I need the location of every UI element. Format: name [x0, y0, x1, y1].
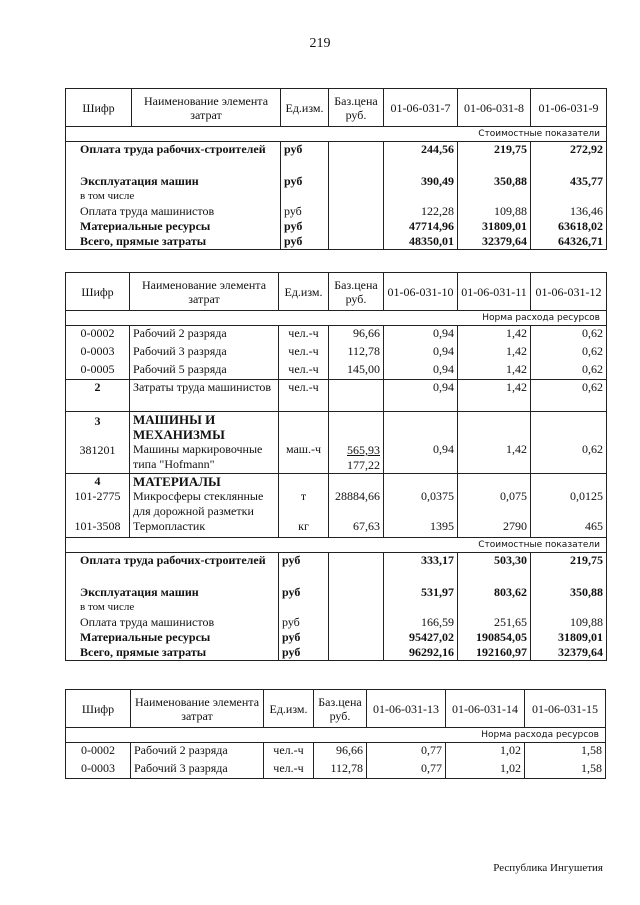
col-unit: Ед.изм. [281, 89, 329, 127]
band-row [66, 728, 606, 743]
table-row [66, 645, 607, 661]
row-label: Рабочий 3 разряда [130, 344, 279, 362]
value: 31809,01 [531, 630, 607, 645]
value: 1,42 [458, 326, 531, 344]
table-row [66, 326, 607, 344]
col-code-9: 01-06-031-9 [531, 89, 607, 127]
row-unit: чел.-ч [279, 344, 329, 362]
value: 0,94 [384, 412, 458, 474]
value: 390,49 [384, 174, 458, 189]
col-name: Наименование элемента затрат [131, 690, 264, 728]
row-unit: руб [279, 645, 329, 661]
band-label: Норма расхода ресурсов [66, 728, 606, 743]
table-row [66, 585, 607, 600]
row-price [329, 174, 384, 189]
row-label: в том числе [66, 189, 281, 204]
col-code-7: 01-06-031-7 [384, 89, 458, 127]
row-price [329, 380, 384, 412]
table-row-group [66, 412, 607, 474]
table-row [66, 362, 607, 380]
section-title: МАШИНЫ И МЕХАНИЗМЫ [133, 412, 225, 442]
table-header [66, 690, 606, 728]
row-price: 67,63 [353, 519, 380, 533]
value: 192160,97 [458, 645, 531, 661]
row-price: 112,78 [329, 344, 384, 362]
row-code: 0-0002 [66, 743, 131, 761]
cost-table-2 [65, 272, 607, 661]
row-label: Рабочий 3 разряда [131, 761, 264, 779]
value: 1,42 [458, 412, 531, 474]
col-code-15: 01-06-031-15 [525, 690, 606, 728]
value: 0,94 [384, 362, 458, 380]
table-header [66, 89, 607, 127]
table-row [66, 615, 607, 630]
row-price: 112,78 [314, 761, 367, 779]
row-unit: т [300, 489, 307, 503]
band-row [66, 127, 607, 142]
row-label: Эксплуатация машин [66, 585, 279, 600]
value: 219,75 [458, 142, 531, 174]
value: 0,77 [367, 743, 446, 761]
row-unit: руб [279, 585, 329, 600]
band-row [66, 311, 607, 326]
value: 0,0375 [421, 489, 454, 503]
value: 64326,71 [531, 234, 607, 250]
table-row [66, 553, 607, 585]
row-unit: руб [279, 630, 329, 645]
value: 803,62 [458, 585, 531, 600]
table-row [66, 174, 607, 189]
row-unit: руб [279, 553, 329, 585]
value: 0,94 [384, 344, 458, 362]
col-code-10: 01-06-031-10 [384, 273, 458, 311]
value: 32379,64 [531, 645, 607, 661]
value: 251,65 [458, 615, 531, 630]
row-unit: руб [279, 615, 329, 630]
row-label: Рабочий 5 разряда [130, 362, 279, 380]
table-row [66, 344, 607, 362]
table-row [66, 234, 607, 250]
col-code: Шифр [66, 690, 131, 728]
row-label: в том числе [66, 600, 279, 615]
value: 190854,05 [458, 630, 531, 645]
row-code: 2 [66, 380, 130, 412]
row-unit: чел.-ч [264, 761, 314, 779]
col-name: Наименование элемента затрат [132, 89, 281, 127]
table-row [66, 204, 607, 219]
row-label: Термопластик [133, 519, 206, 533]
value: 0,94 [384, 326, 458, 344]
band-label: Стоимостные показатели [66, 127, 607, 142]
row-unit: кг [298, 519, 309, 533]
col-code-12: 01-06-031-12 [531, 273, 607, 311]
col-unit: Ед.изм. [264, 690, 314, 728]
row-price-secondary: 177,22 [347, 458, 380, 472]
row-code: 0-0002 [66, 326, 130, 344]
row-unit: чел.-ч [279, 362, 329, 380]
row-unit: чел.-ч [279, 326, 329, 344]
row-code: 0-0003 [66, 344, 130, 362]
value: 1,58 [525, 743, 606, 761]
row-price: 145,00 [329, 362, 384, 380]
value: 1395 [430, 519, 454, 533]
row-label: Материальные ресурсы [66, 219, 281, 234]
value: 0,77 [367, 761, 446, 779]
value: 2790 [503, 519, 527, 533]
value: 435,77 [531, 174, 607, 189]
col-code-13: 01-06-031-13 [367, 690, 446, 728]
footer-region: Республика Ингушетия [493, 862, 603, 874]
row-label: Рабочий 2 разряда [130, 326, 279, 344]
value: 0,0125 [570, 489, 603, 503]
col-code-14: 01-06-031-14 [446, 690, 525, 728]
value: 96292,16 [384, 645, 458, 661]
row-label: Оплата труда машинистов [66, 204, 281, 219]
value: 333,17 [384, 553, 458, 585]
row-label: Оплата труда рабочих-строителей [66, 553, 279, 585]
row-unit: руб [281, 142, 329, 174]
value: 0,94 [384, 380, 458, 412]
value: 1,58 [525, 761, 606, 779]
value: 63618,02 [531, 219, 607, 234]
value: 122,28 [384, 204, 458, 219]
row-unit: руб [281, 204, 329, 219]
section-code: 3 [94, 414, 101, 428]
value: 0,62 [531, 362, 607, 380]
row-code: 101-2775 [74, 489, 121, 503]
value: 1,42 [458, 362, 531, 380]
value: 244,56 [384, 142, 458, 174]
value: 1,42 [458, 380, 531, 412]
row-label: Машины маркировочные типа "Hofmann" [133, 442, 263, 471]
row-label: Микросферы стеклянные для дорожной разметки [133, 489, 264, 518]
table-row [66, 761, 606, 779]
value: 0,62 [531, 344, 607, 362]
value: 0,62 [531, 380, 607, 412]
value: 350,88 [458, 174, 531, 189]
value: 109,88 [458, 204, 531, 219]
value: 47714,96 [384, 219, 458, 234]
cost-table-1 [65, 88, 607, 250]
band-label: Стоимостные показатели [66, 538, 607, 553]
col-name: Наименование элемента затрат [130, 273, 279, 311]
table-row [66, 189, 607, 204]
row-code: 101-3508 [74, 519, 121, 533]
table-row [66, 630, 607, 645]
col-price: Баз.цена руб. [314, 690, 367, 728]
table-row [66, 743, 606, 761]
value: 109,88 [531, 615, 607, 630]
row-price: 96,66 [314, 743, 367, 761]
value: 0,075 [500, 489, 527, 503]
table-row [66, 600, 607, 615]
row-price: 96,66 [329, 326, 384, 344]
value: 31809,01 [458, 219, 531, 234]
col-code-11: 01-06-031-11 [458, 273, 531, 311]
row-price [329, 142, 384, 174]
page-number: 219 [309, 36, 331, 51]
value: 1,02 [446, 761, 525, 779]
value: 0,62 [531, 412, 607, 474]
row-label: Рабочий 2 разряда [131, 743, 264, 761]
row-unit: руб [281, 174, 329, 189]
value: 0,62 [531, 326, 607, 344]
band-label: Норма расхода ресурсов [66, 311, 607, 326]
table-row [66, 380, 607, 412]
value: 465 [585, 519, 603, 533]
value: 166,59 [384, 615, 458, 630]
row-unit: руб [281, 219, 329, 234]
row-unit: руб [281, 234, 329, 250]
value: 531,97 [384, 585, 458, 600]
value: 350,88 [531, 585, 607, 600]
row-label: Всего, прямые затраты [66, 645, 279, 661]
row-unit: чел.-ч [279, 380, 329, 412]
row-label: Затраты труда машинистов [130, 380, 279, 412]
table-row [66, 219, 607, 234]
row-code: 0-0003 [66, 761, 131, 779]
col-unit: Ед.изм. [279, 273, 329, 311]
value: 32379,64 [458, 234, 531, 250]
value: 136,46 [531, 204, 607, 219]
value: 219,75 [531, 553, 607, 585]
row-label: Оплата труда рабочих-строителей [66, 142, 281, 174]
value: 1,42 [458, 344, 531, 362]
row-price: 565,93 [347, 443, 380, 457]
row-unit: чел.-ч [264, 743, 314, 761]
col-code-8: 01-06-031-8 [458, 89, 531, 127]
value: 272,92 [531, 142, 607, 174]
value: 1,02 [446, 743, 525, 761]
value: 48350,01 [384, 234, 458, 250]
table-header [66, 273, 607, 311]
value: 95427,02 [384, 630, 458, 645]
col-code: Шифр [66, 89, 132, 127]
row-label: Всего, прямые затраты [66, 234, 281, 250]
band-row [66, 538, 607, 553]
col-code: Шифр [66, 273, 130, 311]
row-label: Эксплуатация машин [66, 174, 281, 189]
row-label: Материальные ресурсы [66, 630, 279, 645]
col-price: Баз.цена руб. [329, 89, 384, 127]
value: 503,30 [458, 553, 531, 585]
table-row [66, 142, 607, 174]
section-code: 4 [94, 474, 101, 488]
section-title: МАТЕРИАЛЫ [133, 474, 221, 489]
col-price: Баз.цена руб. [329, 273, 384, 311]
row-label: Оплата труда машинистов [66, 615, 279, 630]
table-row-group [66, 474, 607, 538]
row-unit: маш.-ч [279, 412, 329, 474]
row-price: 28884,66 [335, 489, 380, 503]
row-code: 381201 [79, 443, 116, 457]
cost-table-3 [65, 689, 606, 779]
row-code: 0-0005 [66, 362, 130, 380]
